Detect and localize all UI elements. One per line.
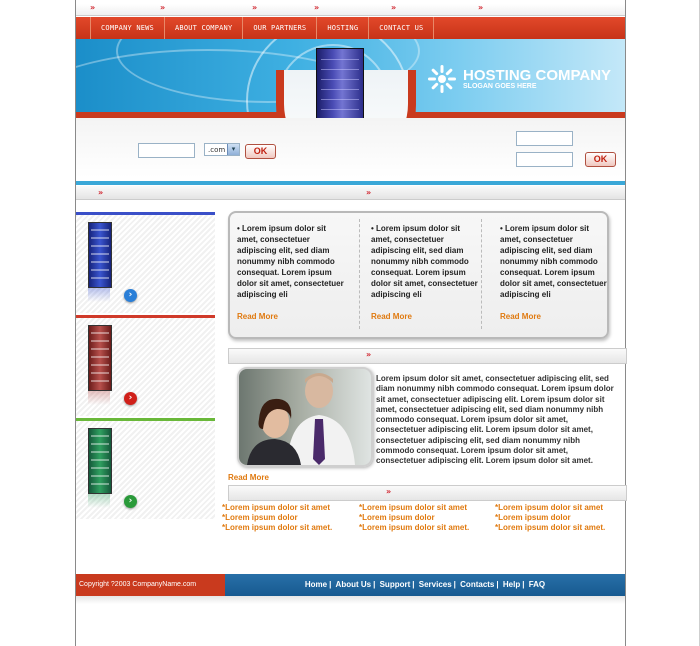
footer-link-help[interactable]: Help xyxy=(502,580,521,589)
business-people-photo xyxy=(237,367,373,467)
domain-extension-select[interactable]: .com ▾ xyxy=(204,143,240,156)
search-ok-button[interactable]: OK xyxy=(245,144,276,159)
server-rack-green-icon xyxy=(88,428,112,494)
nav-about-company[interactable]: ABOUT COMPANY xyxy=(165,17,243,39)
server-rack-red-icon xyxy=(88,325,112,391)
list-link[interactable]: *Lorem ipsum dolor sit amet. xyxy=(359,523,470,532)
list-link[interactable]: *Lorem ipsum dolor sit amet. xyxy=(222,523,333,532)
arrow-right-icon[interactable]: › xyxy=(124,289,137,302)
arrow-marker: » xyxy=(478,3,483,12)
chevron-down-icon: ▾ xyxy=(227,144,239,155)
copyright-text: Copyright ?2003 CompanyName.com xyxy=(76,574,225,596)
list-link[interactable]: *Lorem ipsum dolor sit amet xyxy=(359,503,468,512)
nav-contact-us[interactable]: CONTACT US xyxy=(369,17,434,39)
footer-link-about-us[interactable]: About Us xyxy=(335,580,372,589)
feature-column xyxy=(237,223,345,333)
main-paragraph: Lorem ipsum dolor sit amet, consectetuer adipiscing elit, sed diam nonummy nibh commodo consequat. Lorem ipsum dolor sit amet, consectetuer adipiscing elit. Lorem ipsum dolor sit amet, consectetuer adipiscing elit, sed diam nonummy nibh commodo consequat. Lorem ipsum dolor sit amet, consectetuer adipiscing elit. Lorem ipsum dolor sit amet, consectetuer adipiscing elit, sed diam nonummy nibh commodo consequat. Lorem ipsum dolor sit amet, consectetuer adipiscing elit. Lorem ipsum dolor sit amet. xyxy=(376,374,614,466)
arrow-marker: » xyxy=(366,350,371,359)
link-list xyxy=(222,503,332,533)
arrow-marker: » xyxy=(98,188,103,197)
feature-text: • Lorem ipsum dolor sit amet, consectetuer adipiscing elit, sed diam nonummy nibh commodo consequat. Lorem ipsum dolor sit amet, consectetuer adipiscing eli xyxy=(500,223,608,300)
footer-link-home[interactable]: Home xyxy=(304,580,328,589)
read-more-link[interactable]: Read More xyxy=(500,312,541,321)
arrow-marker: » xyxy=(366,188,371,197)
arrow-right-icon[interactable]: › xyxy=(124,495,137,508)
main-nav xyxy=(76,17,625,39)
footer-link-contacts[interactable]: Contacts xyxy=(460,580,495,589)
sidebar xyxy=(76,212,215,517)
arrow-marker: » xyxy=(391,3,396,12)
right-frame-line xyxy=(625,0,626,646)
company-title: HOSTING COMPANY xyxy=(463,66,612,84)
feature-text: • Lorem ipsum dolor sit amet, consectetuer adipiscing elit, sed diam nonummy nibh commodo consequat. Lorem ipsum dolor sit amet, consectetuer adipiscing eli xyxy=(371,223,479,300)
list-link[interactable]: *Lorem ipsum dolor sit amet xyxy=(222,503,331,512)
arrow-right-icon[interactable]: › xyxy=(124,392,137,405)
section-divider xyxy=(228,485,627,501)
arrow-marker: » xyxy=(386,487,391,496)
feature-text: • Lorem ipsum dolor sit amet, consectetuer adipiscing elit, sed diam nonummy nibh commodo consequat. Lorem ipsum dolor sit amet, consectetuer adipiscing eli xyxy=(237,223,345,300)
sun-logo-icon xyxy=(426,63,458,95)
nav-company-news[interactable]: COMPANY NEWS xyxy=(90,17,165,39)
arrow-marker: » xyxy=(252,3,257,12)
list-link[interactable]: *Lorem ipsum dolor xyxy=(495,513,571,522)
page xyxy=(76,0,625,646)
sidebar-box xyxy=(76,212,215,313)
arrow-marker: » xyxy=(314,3,319,12)
section-divider xyxy=(76,186,625,200)
link-list xyxy=(359,503,469,533)
features-panel xyxy=(228,211,609,339)
nav-our-partners[interactable]: OUR PARTNERS xyxy=(243,17,317,39)
domain-search-input[interactable] xyxy=(138,143,195,158)
sidebar-box xyxy=(76,315,215,416)
arrow-marker: » xyxy=(160,3,165,12)
nav-hosting[interactable]: HOSTING xyxy=(317,17,369,39)
list-link[interactable]: *Lorem ipsum dolor xyxy=(222,513,298,522)
sidebar-box xyxy=(76,418,215,519)
feature-column xyxy=(500,223,608,333)
feature-column xyxy=(371,223,479,333)
list-link[interactable]: *Lorem ipsum dolor xyxy=(359,513,435,522)
login-password-input[interactable] xyxy=(516,152,573,167)
footer-nav: Home | About Us | Support | Services | Contacts | Help | FAQ xyxy=(225,574,625,596)
read-more-link[interactable]: Read More xyxy=(371,312,412,321)
footer-link-faq[interactable]: FAQ xyxy=(528,580,546,589)
link-list xyxy=(495,503,605,533)
company-logo[interactable] xyxy=(426,63,611,95)
footer-link-services[interactable]: Services xyxy=(418,580,452,589)
server-rack-blue-icon xyxy=(88,222,112,288)
read-more-link[interactable]: Read More xyxy=(228,473,269,482)
section-divider xyxy=(228,348,627,364)
read-more-link[interactable]: Read More xyxy=(237,312,278,321)
arrow-marker: » xyxy=(90,3,95,12)
login-username-input[interactable] xyxy=(516,131,573,146)
company-slogan: SLOGAN GOES HERE xyxy=(463,82,537,90)
footer-link-support[interactable]: Support xyxy=(379,580,411,589)
login-ok-button[interactable]: OK xyxy=(585,152,616,167)
list-link[interactable]: *Lorem ipsum dolor sit amet. xyxy=(495,523,606,532)
list-link[interactable]: *Lorem ipsum dolor sit amet xyxy=(495,503,604,512)
